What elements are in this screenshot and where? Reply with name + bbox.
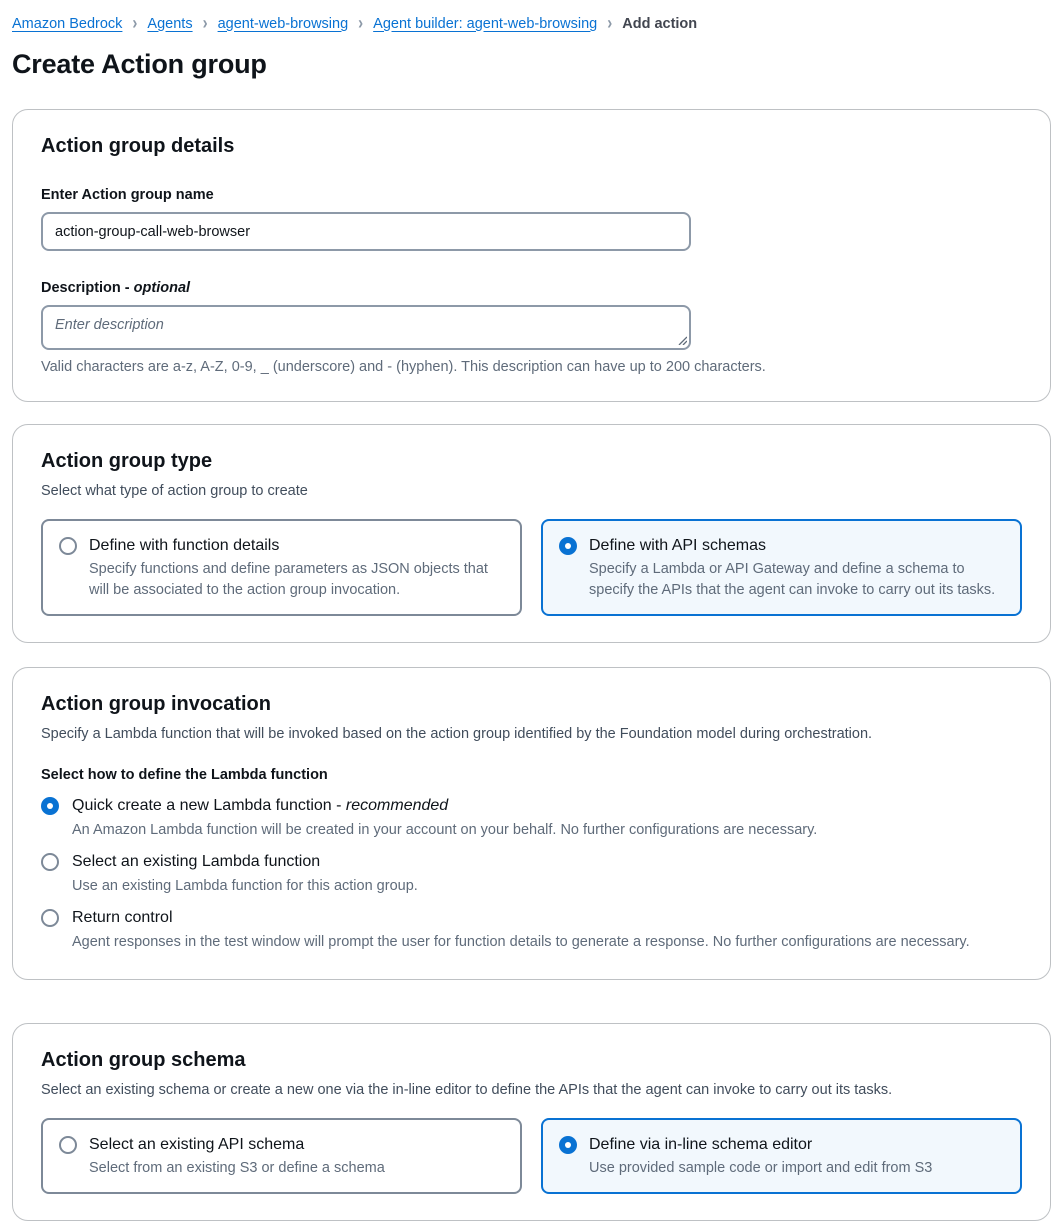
details-heading: Action group details xyxy=(41,135,235,157)
invocation-heading: Action group invocation xyxy=(41,693,271,715)
action-group-schema-card xyxy=(12,1023,1051,1221)
schema-heading: Action group schema xyxy=(41,1049,246,1071)
tile-define-with-api-schemas[interactable] xyxy=(541,519,1022,616)
action-group-invocation-card xyxy=(12,667,1051,980)
tile-description: Use provided sample code or import and edit from S3 xyxy=(589,1160,933,1176)
tile-label: Define with API schemas xyxy=(589,537,766,554)
option-label-text: Return control xyxy=(72,909,173,926)
action-group-name-input[interactable] xyxy=(41,212,691,251)
action-group-details-card xyxy=(12,109,1051,402)
option-label-text: Quick create a new Lambda function - xyxy=(72,797,346,814)
radio-define-with-api-schemas[interactable] xyxy=(559,537,577,555)
tile-select-existing-api-schema[interactable] xyxy=(41,1118,522,1194)
radio-return-control[interactable] xyxy=(41,909,59,927)
chevron-right-icon: › xyxy=(607,12,613,35)
option-quick-create-lambda[interactable] xyxy=(41,794,1022,841)
lambda-define-group-label: Select how to define the Lambda function xyxy=(41,767,328,783)
radio-define-with-function-details[interactable] xyxy=(59,537,77,555)
description-label-optional: optional xyxy=(133,280,191,296)
chevron-right-icon: › xyxy=(358,12,364,35)
tile-description: Select from an existing S3 or define a schema xyxy=(89,1160,385,1176)
breadcrumb-current-add-action: Add action xyxy=(622,15,698,32)
chevron-right-icon: › xyxy=(202,12,208,35)
tile-label: Define with function details xyxy=(89,537,280,554)
radio-select-existing-api-schema[interactable] xyxy=(59,1136,77,1154)
radio-define-inline-schema-editor[interactable] xyxy=(559,1136,577,1154)
option-label xyxy=(72,906,970,930)
breadcrumb-link-agent-web-browsing[interactable]: agent-web-browsing xyxy=(217,15,349,32)
tile-description: Specify a Lambda or API Gateway and define a schema to specify the APIs that the agent can invoke to carry out its tasks. xyxy=(589,561,996,598)
option-description: Agent responses in the test window will prompt the user for function details to generate a response. No further configurations are necessary. xyxy=(72,934,970,950)
action-group-type-card xyxy=(12,424,1051,643)
lambda-options xyxy=(41,794,1022,953)
description-textarea[interactable] xyxy=(41,305,691,350)
invocation-subtitle: Specify a Lambda function that will be invoked based on the action group identified by the Foundation model during orchestration. xyxy=(41,726,873,742)
description-field-label xyxy=(41,280,1022,296)
tile-define-inline-schema-editor[interactable] xyxy=(541,1118,1022,1194)
radio-existing-lambda[interactable] xyxy=(41,853,59,871)
option-label xyxy=(72,850,418,874)
page-title: Create Action group xyxy=(12,49,267,79)
breadcrumb-link-agents[interactable]: Agents xyxy=(147,15,193,32)
radio-quick-create-lambda[interactable] xyxy=(41,797,59,815)
type-heading: Action group type xyxy=(41,450,213,472)
chevron-right-icon: › xyxy=(132,12,138,35)
schema-subtitle: Select an existing schema or create a new one via the in-line editor to define the APIs that the agent can invoke to carry out its tasks. xyxy=(41,1082,893,1098)
option-return-control[interactable] xyxy=(41,906,1022,953)
option-label-emphasis: recommended xyxy=(345,797,449,814)
option-description: An Amazon Lambda function will be created in your account on your behalf. No further configurations are necessary. xyxy=(72,822,818,838)
name-field-label: Enter Action group name xyxy=(41,187,214,203)
description-hint: Valid characters are a-z, A-Z, 0-9, _ (underscore) and - (hyphen). This description can have up to 200 characters. xyxy=(41,359,766,375)
option-label xyxy=(72,794,817,818)
breadcrumb xyxy=(12,0,1051,35)
tile-description: Specify functions and define parameters as JSON objects that will be associated to the action group invocation. xyxy=(89,561,488,598)
tile-label: Define via in-line schema editor xyxy=(589,1136,813,1153)
option-description: Use an existing Lambda function for this action group. xyxy=(72,878,418,894)
breadcrumb-link-amazon-bedrock[interactable]: Amazon Bedrock xyxy=(12,15,123,32)
description-label-text: Description - xyxy=(41,280,134,296)
type-subtitle: Select what type of action group to create xyxy=(41,483,308,499)
option-label-text: Select an existing Lambda function xyxy=(72,853,321,870)
tile-define-with-function-details[interactable] xyxy=(41,519,522,616)
option-existing-lambda[interactable] xyxy=(41,850,1022,897)
breadcrumb-link-agent-builder[interactable]: Agent builder: agent-web-browsing xyxy=(373,15,598,32)
tile-label: Select an existing API schema xyxy=(89,1136,305,1153)
